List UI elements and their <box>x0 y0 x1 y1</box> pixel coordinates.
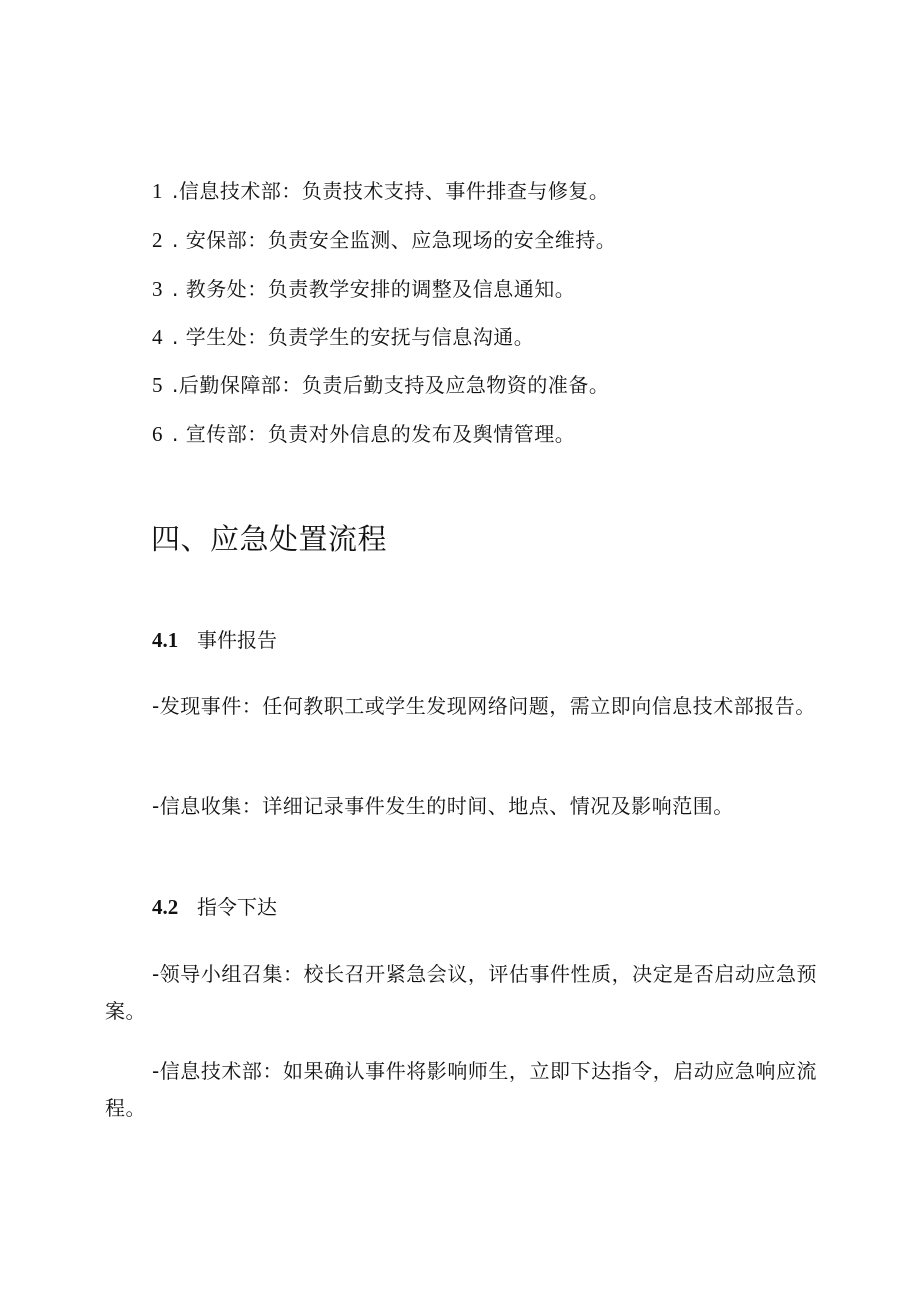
subsection-number: 4.1 <box>152 628 179 652</box>
subsection-heading <box>152 628 277 652</box>
paragraph: -领导小组召集：校长召开紧急会议，评估事件性质，决定是否启动应急预案。 <box>105 962 817 1023</box>
list-item <box>152 325 534 349</box>
list-item-text: . 安保部：负责安全监测、应急现场的安全维持。 <box>172 228 617 252</box>
list-item-number: 4 <box>152 325 163 349</box>
list-item-text: .信息技术部：负责技术支持、事件排查与修复。 <box>172 179 610 203</box>
list-item-number: 5 <box>152 373 163 397</box>
paragraph: -发现事件：任何教职工或学生发现网络问题，需立即向信息技术部报告。 <box>152 694 816 718</box>
list-item-text: .后勤保障部：负责后勤支持及应急物资的准备。 <box>172 373 610 397</box>
list-item <box>152 422 575 446</box>
paragraph: -信息收集：详细记录事件发生的时间、地点、情况及影响范围。 <box>152 794 734 818</box>
section-heading: 四、应急处置流程 <box>151 522 388 556</box>
subsection-heading <box>152 895 277 919</box>
list-item-text: . 教务处：负责教学安排的调整及信息通知。 <box>172 277 576 301</box>
list-item <box>152 228 616 252</box>
list-item-number: 6 <box>152 422 163 446</box>
list-item-number: 3 <box>152 277 163 301</box>
list-item <box>152 373 609 397</box>
paragraph: -信息技术部：如果确认事件将影响师生，立即下达指令，启动应急响应流程。 <box>105 1059 817 1120</box>
list-item <box>152 277 575 301</box>
subsection-title: 事件报告 <box>197 628 277 652</box>
subsection-number: 4.2 <box>152 895 179 919</box>
list-item-number: 1 <box>152 179 163 203</box>
subsection-title: 指令下达 <box>197 895 277 919</box>
list-item-text: . 学生处：负责学生的安抚与信息沟通。 <box>172 325 535 349</box>
list-item <box>152 179 609 203</box>
list-item-number: 2 <box>152 228 163 252</box>
list-item-text: . 宣传部：负责对外信息的发布及舆情管理。 <box>172 422 576 446</box>
